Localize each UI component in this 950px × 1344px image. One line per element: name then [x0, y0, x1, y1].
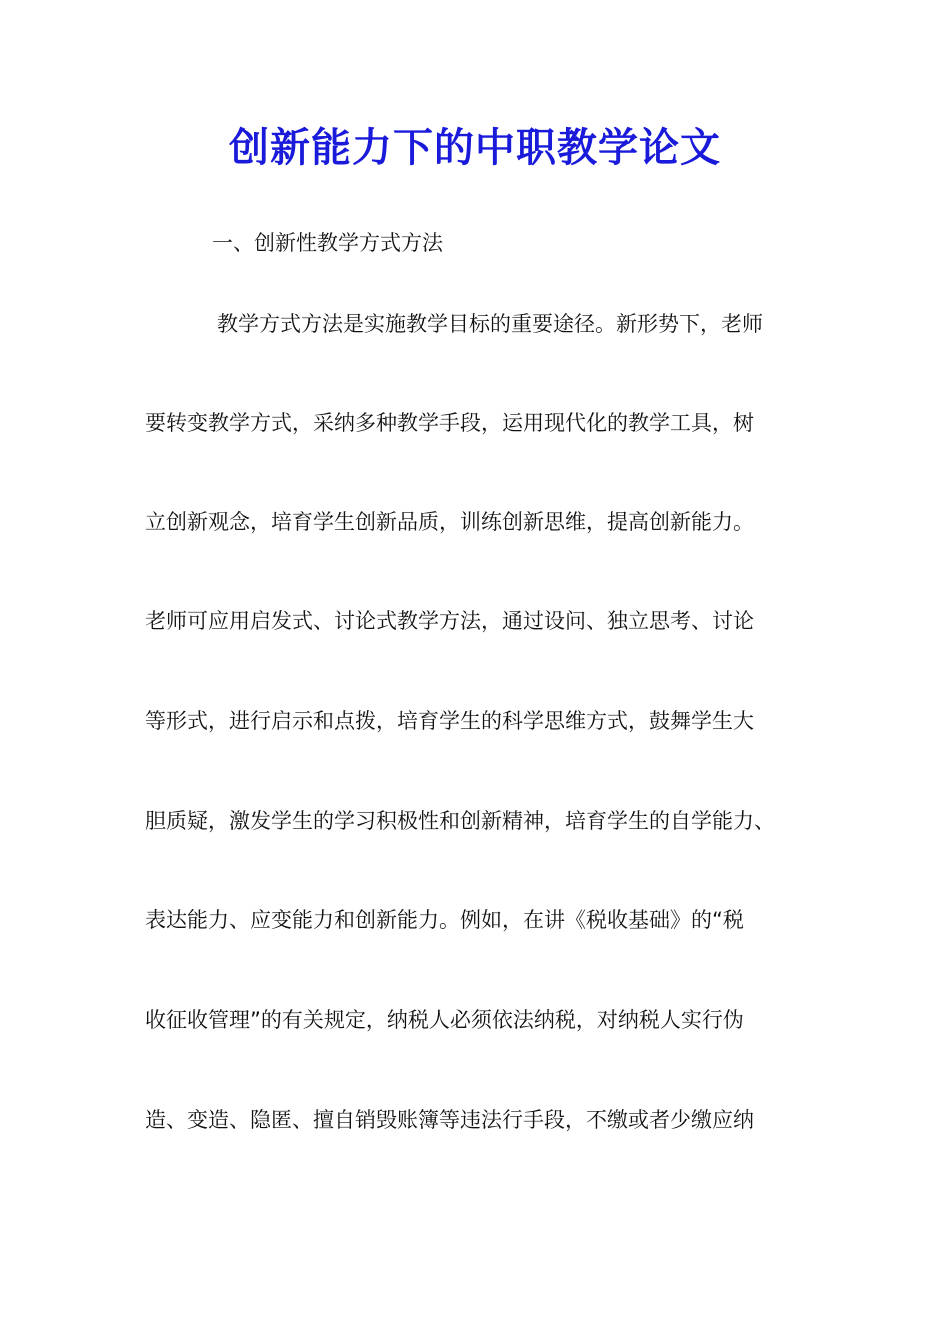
document-title: 创新能力下的中职教学论文	[229, 124, 721, 171]
paragraph-line: 造、变造、隐匿、擅自销毁账簿等违法行手段，不缴或者少缴应纳	[145, 1108, 754, 1132]
paragraph-line: 老师可应用启发式、讨论式教学方法，通过设问、独立思考、讨论	[145, 609, 754, 633]
paragraph-line: 胆质疑，激发学生的学习积极性和创新精神，培育学生的自学能力、	[145, 809, 775, 833]
paragraph-line: 等形式，进行启示和点拨，培育学生的科学思维方式，鼓舞学生大	[145, 709, 754, 733]
section-heading: 一、创新性教学方式方法	[212, 231, 443, 255]
paragraph-line: 表达能力、应变能力和创新能力。例如，在讲《税收基础》的“税	[145, 908, 744, 932]
paragraph-line: 立创新观念，培育学生创新品质，训练创新思维，提高创新能力。	[145, 510, 754, 534]
paragraph-line: 教学方式方法是实施教学目标的重要途径。新形势下，老师	[217, 312, 763, 336]
paragraph-line: 收征收管理”的有关规定，纳税人必须依法纳税，对纳税人实行伪	[145, 1008, 744, 1032]
paragraph-line: 要转变教学方式，采纳多种教学手段，运用现代化的教学工具，树	[145, 411, 754, 435]
